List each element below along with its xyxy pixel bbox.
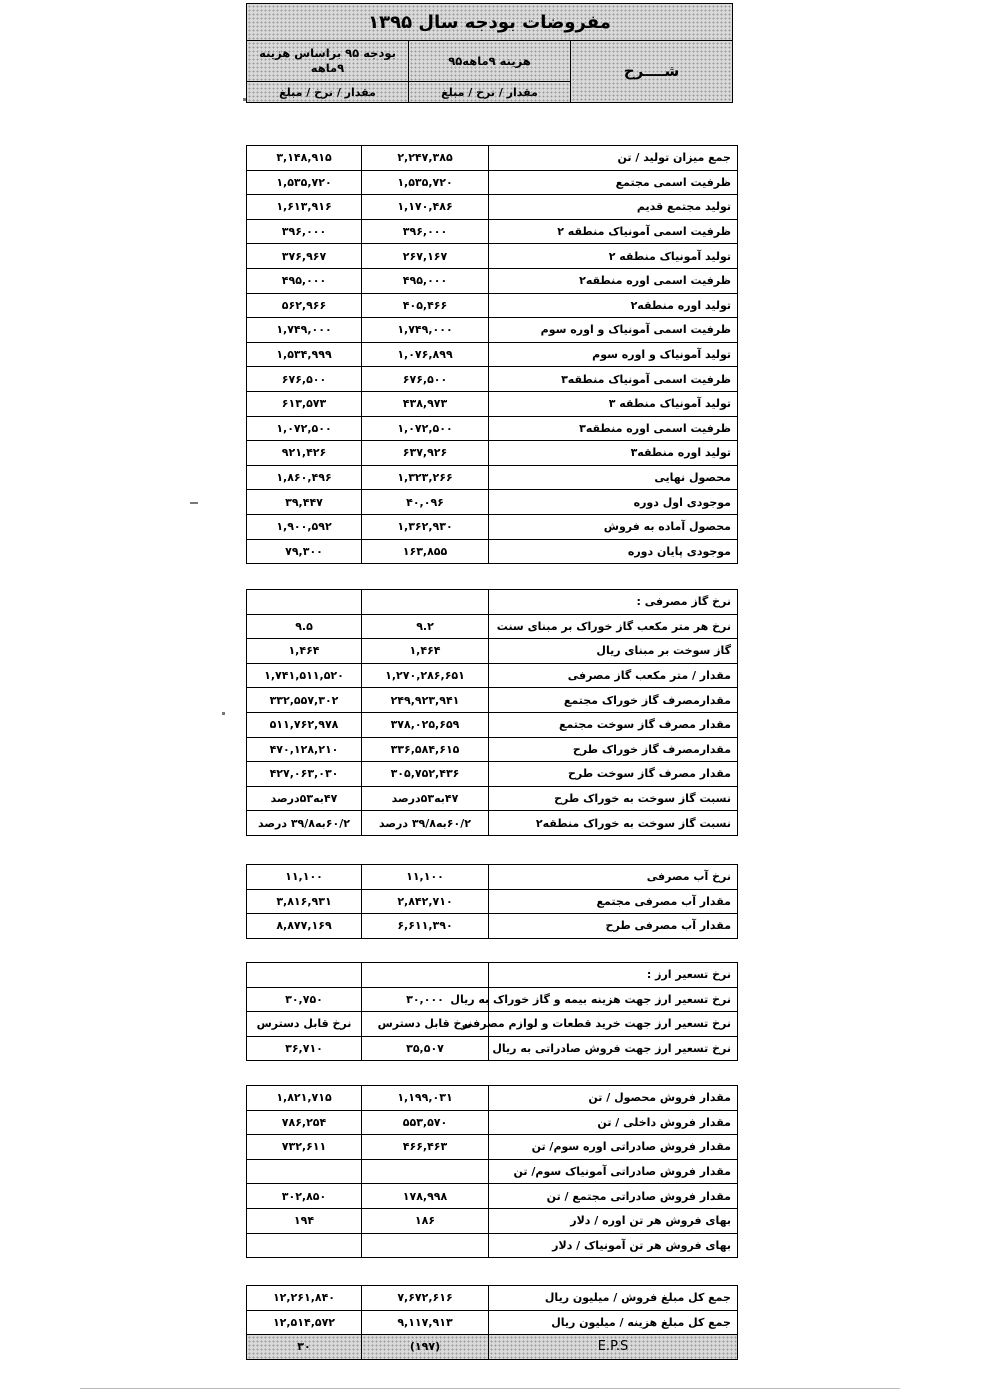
- value-9-month: ۶,۶۱۱,۳۹۰: [362, 914, 489, 939]
- scan-speck: [243, 98, 246, 101]
- value-budget: ۷۸۶,۲۵۴: [247, 1110, 362, 1135]
- scan-speck: [190, 502, 198, 504]
- column-header-budget: بودجه ۹۵ براساس هزینه ۹ماهه: [247, 41, 409, 82]
- value-9-month: ۲,۲۴۷,۳۸۵: [362, 146, 489, 171]
- value-9-month: [362, 590, 489, 615]
- value-9-month: ۱,۵۳۵,۷۲۰: [362, 170, 489, 195]
- value-budget: ۱,۷۴۱,۵۱۱,۵۲۰: [247, 663, 362, 688]
- eps-row: [247, 1335, 738, 1360]
- row-label: نرخ آب مصرفی: [489, 865, 738, 890]
- value-budget: ۶۱۳,۵۷۳: [247, 391, 362, 416]
- header-table: [246, 3, 733, 103]
- value-budget: ۶۷۶,۵۰۰: [247, 367, 362, 392]
- value-budget: ۱,۸۶۰,۴۹۶: [247, 465, 362, 490]
- column-header-9-month: هزینه ۹ماهه۹۵: [409, 41, 571, 82]
- value-9-month: ۳۵,۵۰۷: [362, 1036, 489, 1061]
- totals-row: [247, 1286, 738, 1311]
- production-row: [247, 441, 738, 466]
- scan-speck: [222, 712, 225, 715]
- gas-row: [247, 762, 738, 787]
- value-budget: ۳۹۶,۰۰۰: [247, 219, 362, 244]
- value-9-month: ۴۰,۰۹۶: [362, 490, 489, 515]
- value-9-month: ۱,۰۷۶,۸۹۹: [362, 342, 489, 367]
- value-9-month: ۳۹۶,۰۰۰: [362, 219, 489, 244]
- value-9-month: ۳۳۶,۵۸۴,۶۱۵: [362, 737, 489, 762]
- production-row: [247, 146, 738, 171]
- value-9-month: ۴۳۸,۹۷۳: [362, 391, 489, 416]
- row-label: نرخ تسعیر ارز جهت هزینه بیمه و گاز خوراک به ریال: [489, 987, 738, 1012]
- value-budget: ۳,۱۴۸,۹۱۵: [247, 146, 362, 171]
- eps-label: E.P.S: [489, 1335, 738, 1360]
- production-row: [247, 170, 738, 195]
- value-budget: ۸,۸۷۷,۱۶۹: [247, 914, 362, 939]
- water-row: [247, 865, 738, 890]
- value-budget: ۹۲۱,۴۲۶: [247, 441, 362, 466]
- row-label: تولید اوره منطقه۲: [489, 293, 738, 318]
- row-label: ظرفیت اسمی آمونیاک و اوره سوم: [489, 318, 738, 343]
- value-9-month: ۲۴۹,۹۲۳,۹۴۱: [362, 688, 489, 713]
- value-budget: ۱,۸۲۱,۷۱۵: [247, 1086, 362, 1111]
- value-9-month: ۴۶۶,۴۶۳: [362, 1135, 489, 1160]
- row-label: مقدار آب مصرفی طرح: [489, 914, 738, 939]
- water-row: [247, 914, 738, 939]
- row-label: ظرفیت اسمی اوره منطقه۳: [489, 416, 738, 441]
- value-budget: ۴۲۷,۰۶۳,۰۳۰: [247, 762, 362, 787]
- value-9-month: ۶۰/۲به۳۹/۸ درصد: [362, 811, 489, 836]
- value-budget: ۴۷به۵۳درصد: [247, 786, 362, 811]
- value-budget: ۳۷۶,۹۶۷: [247, 244, 362, 269]
- production-row: [247, 342, 738, 367]
- row-label: تولید آمونیاک منطقه ۳: [489, 391, 738, 416]
- row-label: نسبت گاز سوخت به خوراک طرح: [489, 786, 738, 811]
- value-9-month: ۱۷۸,۹۹۸: [362, 1184, 489, 1209]
- row-label: نرخ هر متر مکعب گاز خوراک بر مبنای سنت: [489, 614, 738, 639]
- value-9-month: ۱,۳۲۳,۲۶۶: [362, 465, 489, 490]
- sales-row: [247, 1184, 738, 1209]
- value-budget: ۳۹,۴۴۷: [247, 490, 362, 515]
- row-label: محصول نهایی: [489, 465, 738, 490]
- value-9-month: ۳۰۵,۷۵۲,۴۳۶: [362, 762, 489, 787]
- sales-row: [247, 1233, 738, 1258]
- value-9-month: [362, 963, 489, 988]
- sales-table: [246, 1085, 738, 1258]
- value-budget: [247, 963, 362, 988]
- value-budget: ۳۰۲,۸۵۰: [247, 1184, 362, 1209]
- value-budget: ۳۳۲,۵۵۷,۳۰۲: [247, 688, 362, 713]
- value-9-month: ۱۶۳,۸۵۵: [362, 539, 489, 564]
- value-budget: ۱,۰۷۲,۵۰۰: [247, 416, 362, 441]
- eps-budget: ۳۰: [247, 1335, 362, 1360]
- row-label: مقدار / متر مکعب گاز مصرفی: [489, 663, 738, 688]
- value-9-month: ۱,۱۹۹,۰۳۱: [362, 1086, 489, 1111]
- fx-row: [247, 1036, 738, 1061]
- value-9-month: ۲۶۷,۱۶۷: [362, 244, 489, 269]
- row-label: تولید مجتمع قدیم: [489, 195, 738, 220]
- row-label: محصول آماده به فروش: [489, 514, 738, 539]
- row-label: تولید آمونیاک و اوره سوم: [489, 342, 738, 367]
- value-budget: ۱۲,۲۶۱,۸۴۰: [247, 1286, 362, 1311]
- value-budget: ۱۹۴: [247, 1208, 362, 1233]
- production-row: [247, 219, 738, 244]
- value-budget: [247, 590, 362, 615]
- value-9-month: ۴۷به۵۳درصد: [362, 786, 489, 811]
- gas-table: [246, 589, 738, 836]
- value-budget: ۹.۵: [247, 614, 362, 639]
- row-label: مقدار مصرف گاز سوخت مجتمع: [489, 712, 738, 737]
- water-row: [247, 889, 738, 914]
- value-budget: ۶۰/۲به۳۹/۸ درصد: [247, 811, 362, 836]
- totals-table: [246, 1285, 738, 1360]
- row-label: بهای فروش هر تن آمونیاک / دلار: [489, 1233, 738, 1258]
- value-budget: ۳,۸۱۶,۹۳۱: [247, 889, 362, 914]
- value-budget: ۱,۶۱۳,۹۱۶: [247, 195, 362, 220]
- value-budget: ۱,۵۳۴,۹۹۹: [247, 342, 362, 367]
- value-budget: ۷۹,۳۰۰: [247, 539, 362, 564]
- value-budget: ۱۲,۵۱۴,۵۷۲: [247, 1310, 362, 1335]
- row-label: جمع میزان تولید / تن: [489, 146, 738, 171]
- production-row: [247, 490, 738, 515]
- sales-row: [247, 1208, 738, 1233]
- value-budget: ۱,۴۶۴: [247, 639, 362, 664]
- production-row: [247, 293, 738, 318]
- row-label: ظرفیت اسمی مجتمع: [489, 170, 738, 195]
- row-label: جمع کل مبلغ هزینه / میلیون ریال: [489, 1310, 738, 1335]
- value-9-month: ۴۹۵,۰۰۰: [362, 268, 489, 293]
- value-9-month: ۱۸۶: [362, 1208, 489, 1233]
- row-label: تولید آمونیاک منطقه ۲: [489, 244, 738, 269]
- value-budget: ۳۰,۷۵۰: [247, 987, 362, 1012]
- sales-row: [247, 1159, 738, 1184]
- fx-row: [247, 1012, 738, 1037]
- row-label: ظرفیت اسمی اوره منطقه۲: [489, 268, 738, 293]
- value-9-month: ۱۱,۱۰۰: [362, 865, 489, 890]
- row-label: نرخ تسعیر ارز جهت فروش صادراتی به ریال: [489, 1036, 738, 1061]
- value-9-month: ۱,۰۷۲,۵۰۰: [362, 416, 489, 441]
- production-row: [247, 416, 738, 441]
- value-budget: ۷۳۲,۶۱۱: [247, 1135, 362, 1160]
- subheader-budget: مقدار / نرخ / مبلغ: [247, 82, 409, 103]
- production-row: [247, 514, 738, 539]
- value-9-month: ۴۰۵,۴۶۶: [362, 293, 489, 318]
- value-9-month: [362, 1159, 489, 1184]
- value-budget: نرخ قابل دسترس: [247, 1012, 362, 1037]
- value-9-month: ۳۰,۰۰۰: [362, 987, 489, 1012]
- row-label: مقدارمصرف گاز خوراک طرح: [489, 737, 738, 762]
- row-label: مقدارمصرف گاز خوراک مجتمع: [489, 688, 738, 713]
- value-9-month: ۱,۷۴۹,۰۰۰: [362, 318, 489, 343]
- gas-row: [247, 712, 738, 737]
- row-label: ظرفیت اسمی آمونیاک منطقه۳: [489, 367, 738, 392]
- gas-row: [247, 590, 738, 615]
- row-label: مقدار مصرف گاز سوخت طرح: [489, 762, 738, 787]
- row-label: نرخ تسعیر ارز :: [489, 963, 738, 988]
- row-label: مقدار فروش صادراتی اوره سوم/ تن: [489, 1135, 738, 1160]
- page-title: مفروضات بودجه سال ۱۳۹۵: [247, 4, 733, 41]
- value-9-month: ۶۳۷,۹۲۶: [362, 441, 489, 466]
- row-label: نرخ تسعیر ارز جهت خرید قطعات و لوازم مصرفی: [489, 1012, 738, 1037]
- value-budget: ۵۶۲,۹۶۶: [247, 293, 362, 318]
- gas-row: [247, 639, 738, 664]
- value-9-month: ۲,۸۴۲,۷۱۰: [362, 889, 489, 914]
- value-9-month: ۹.۲: [362, 614, 489, 639]
- gas-row: [247, 663, 738, 688]
- gas-row: [247, 811, 738, 836]
- value-budget: [247, 1159, 362, 1184]
- value-9-month: ۹,۱۱۷,۹۱۳: [362, 1310, 489, 1335]
- fx-row: [247, 963, 738, 988]
- value-budget: ۱,۷۴۹,۰۰۰: [247, 318, 362, 343]
- row-label: مقدار آب مصرفی مجتمع: [489, 889, 738, 914]
- value-9-month: ۵۵۳,۵۷۰: [362, 1110, 489, 1135]
- value-budget: ۱,۵۳۵,۷۲۰: [247, 170, 362, 195]
- column-header-description: شــــرح: [571, 41, 733, 103]
- production-row: [247, 244, 738, 269]
- value-9-month: ۶۷۶,۵۰۰: [362, 367, 489, 392]
- value-budget: ۵۱۱,۷۶۲,۹۷۸: [247, 712, 362, 737]
- value-budget: ۱۱,۱۰۰: [247, 865, 362, 890]
- value-budget: ۴۷۰,۱۲۸,۲۱۰: [247, 737, 362, 762]
- sales-row: [247, 1110, 738, 1135]
- value-9-month: ۱,۳۶۲,۹۳۰: [362, 514, 489, 539]
- row-label: نرخ گاز مصرفی :: [489, 590, 738, 615]
- value-9-month: ۱,۱۷۰,۴۸۶: [362, 195, 489, 220]
- fx-row: [247, 987, 738, 1012]
- gas-row: [247, 688, 738, 713]
- value-9-month: ۱,۲۷۰,۲۸۶,۶۵۱: [362, 663, 489, 688]
- gas-row: [247, 786, 738, 811]
- value-9-month: ۳۷۸,۰۲۵,۶۵۹: [362, 712, 489, 737]
- value-9-month: ۱,۴۶۴: [362, 639, 489, 664]
- value-budget: ۳۶,۷۱۰: [247, 1036, 362, 1061]
- water-table: [246, 864, 738, 939]
- fx-table: [246, 962, 738, 1061]
- value-9-month: نرخ قابل دسترس: [362, 1012, 489, 1037]
- row-label: مقدار فروش صادراتی آمونیاک سوم/ تن: [489, 1159, 738, 1184]
- row-label: گاز سوخت بر مبنای ریال: [489, 639, 738, 664]
- eps-9-month: (۱۹۷): [362, 1335, 489, 1360]
- production-row: [247, 391, 738, 416]
- value-budget: ۱,۹۰۰,۵۹۲: [247, 514, 362, 539]
- row-label: موجودی پایان دوره: [489, 539, 738, 564]
- sales-row: [247, 1135, 738, 1160]
- value-9-month: ۷,۶۷۲,۶۱۶: [362, 1286, 489, 1311]
- totals-row: [247, 1310, 738, 1335]
- row-label: تولید اوره منطقه۳: [489, 441, 738, 466]
- row-label: مقدار فروش محصول / تن: [489, 1086, 738, 1111]
- row-label: مقدار فروش صادراتی مجتمع / تن: [489, 1184, 738, 1209]
- row-label: موجودی اول دوره: [489, 490, 738, 515]
- production-row: [247, 539, 738, 564]
- row-label: نسبت گاز سوخت به خوراک منطقه۲: [489, 811, 738, 836]
- production-row: [247, 268, 738, 293]
- sales-row: [247, 1086, 738, 1111]
- row-label: مقدار فروش داخلی / تن: [489, 1110, 738, 1135]
- production-row: [247, 367, 738, 392]
- production-row: [247, 318, 738, 343]
- row-label: جمع کل مبلغ فروش / میلیون ریال: [489, 1286, 738, 1311]
- production-table: [246, 145, 738, 564]
- row-label: ظرفیت اسمی آمونیاک منطقه ۲: [489, 219, 738, 244]
- value-9-month: [362, 1233, 489, 1258]
- production-row: [247, 465, 738, 490]
- subheader-9-month: مقدار / نرخ / مبلغ: [409, 82, 571, 103]
- value-budget: [247, 1233, 362, 1258]
- gas-row: [247, 737, 738, 762]
- scan-edge-line: [80, 1388, 900, 1389]
- value-budget: ۴۹۵,۰۰۰: [247, 268, 362, 293]
- gas-row: [247, 614, 738, 639]
- production-row: [247, 195, 738, 220]
- row-label: بهای فروش هر تن اوره / دلار: [489, 1208, 738, 1233]
